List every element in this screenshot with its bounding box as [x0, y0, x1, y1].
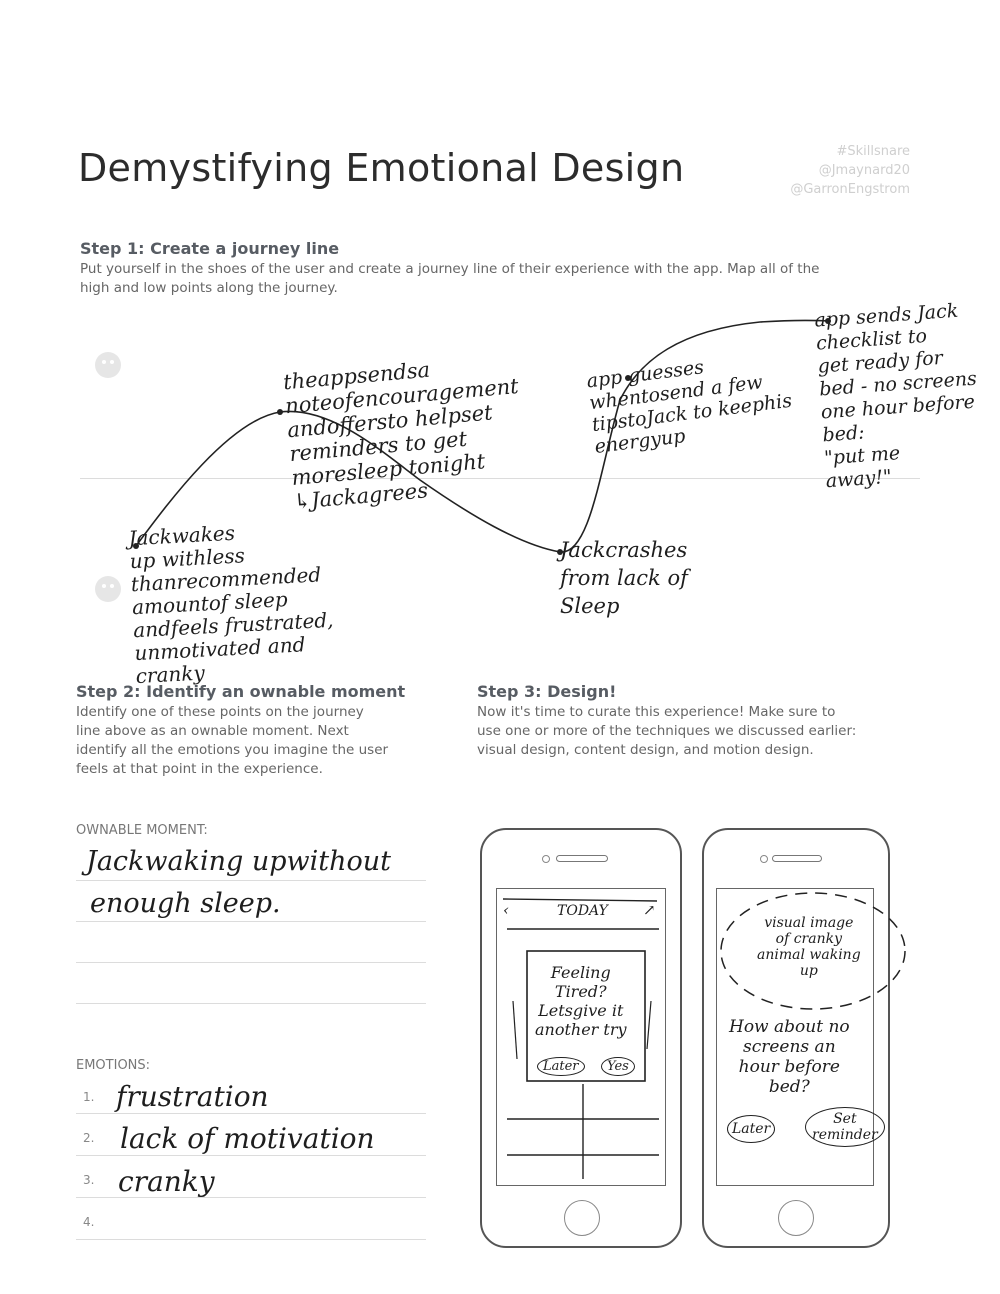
- camera-icon: [542, 855, 550, 863]
- phone-screen-2: [716, 888, 878, 1186]
- writing-rule: [76, 921, 426, 922]
- journey-note-5: app sends Jack checklist to get ready for bed - no screens one hour before bed: "put me away!": [813, 299, 978, 493]
- journey-note-3: Jackcrashes from lack of Sleep: [560, 538, 688, 618]
- page-title: Demystifying Emotional Design: [78, 146, 685, 190]
- screen-header: TODAY: [557, 903, 608, 919]
- emotion-item: lack of motivation: [120, 1122, 375, 1155]
- step2-body-line: Identify one of these points on the journey: [76, 704, 364, 720]
- speaker-icon: [556, 855, 608, 862]
- camera-icon: [760, 855, 768, 863]
- step2-body-line: line above as an ownable moment. Next: [76, 723, 349, 739]
- journey-note-1: Jackwakes up withless thanrecommended amountof sleep andfeels frustrated, unmotivated and cranky: [127, 520, 335, 689]
- step3-body-line: Now it's time to curate this experience! Make sure to: [477, 704, 836, 720]
- writing-rule: [76, 1113, 426, 1114]
- back-arrow-icon[interactable]: ‹: [503, 901, 509, 919]
- step2-body: [76, 703, 436, 779]
- phone-mockup-2: [702, 828, 890, 1248]
- share-icon[interactable]: ↗: [643, 901, 656, 919]
- ownable-moment-line1: Jackwaking upwithout: [86, 846, 392, 877]
- step1-body-line2: high and low points along the journey.: [80, 280, 338, 296]
- step3-body-line: use one or more of the techniques we discussed earlier:: [477, 723, 857, 739]
- step1-body-line1: Put yourself in the shoes of the user and create a journey line of their experience with the app. Map all of the: [80, 261, 820, 277]
- journey-note-2: theappsendsa noteofencouragement andoffersto helpset reminders to get moresleep tonight ↳Jackagrees: [282, 357, 520, 514]
- hashtag: #Skillsnare: [836, 144, 910, 159]
- set-reminder-button[interactable]: Set reminder: [805, 1107, 885, 1147]
- emotion-number: 2.: [83, 1131, 95, 1145]
- writing-rule: [76, 962, 426, 963]
- step1-heading: Step 1: Create a journey line: [80, 239, 340, 258]
- home-button: [564, 1200, 600, 1236]
- later-button[interactable]: Later: [537, 1057, 585, 1076]
- phone-screen-1: [496, 888, 666, 1186]
- speaker-icon: [772, 855, 822, 862]
- writing-rule: [76, 1003, 426, 1004]
- writing-rule: [76, 1155, 426, 1156]
- writing-rule: [76, 880, 426, 881]
- step3-body: [477, 703, 917, 760]
- ownable-moment-line2: enough sleep.: [90, 888, 281, 919]
- author-handle-1: @Jmaynard20: [818, 163, 910, 178]
- ownable-moment-label: OWNABLE MOMENT:: [76, 823, 208, 838]
- journey-point-2: [277, 409, 283, 415]
- yes-button[interactable]: Yes: [601, 1057, 635, 1076]
- step3-heading: Step 3: Design!: [477, 682, 617, 701]
- home-button: [778, 1200, 814, 1236]
- emotion-number: 3.: [83, 1173, 95, 1187]
- step2-heading: Step 2: Identify an ownable moment: [76, 682, 406, 701]
- journey-note-4: app guesses whentosend a few tipstoJack to keephis energyup: [585, 356, 794, 458]
- later-button[interactable]: Later: [727, 1115, 775, 1143]
- card-message: Feeling Tired? Letsgive it another try: [535, 963, 627, 1039]
- emotion-number: 1.: [83, 1090, 95, 1104]
- emotion-item: frustration: [116, 1080, 269, 1113]
- emotion-number: 4.: [83, 1215, 95, 1229]
- sleep-message: How about no screens an hour before bed?: [729, 1017, 850, 1097]
- step2-body-line: identify all the emotions you imagine the user: [76, 742, 389, 758]
- emotions-label: EMOTIONS:: [76, 1058, 151, 1073]
- image-placeholder-note: visual image of cranky animal waking up: [757, 915, 861, 979]
- writing-rule: [76, 1239, 426, 1240]
- step2-body-line: feels at that point in the experience.: [76, 761, 323, 777]
- step3-body-line: visual design, content design, and motion design.: [477, 742, 814, 758]
- emotion-item: cranky: [118, 1165, 215, 1198]
- phone-mockup-1: [480, 828, 682, 1248]
- author-handle-2: @GarronEngstrom: [790, 182, 910, 197]
